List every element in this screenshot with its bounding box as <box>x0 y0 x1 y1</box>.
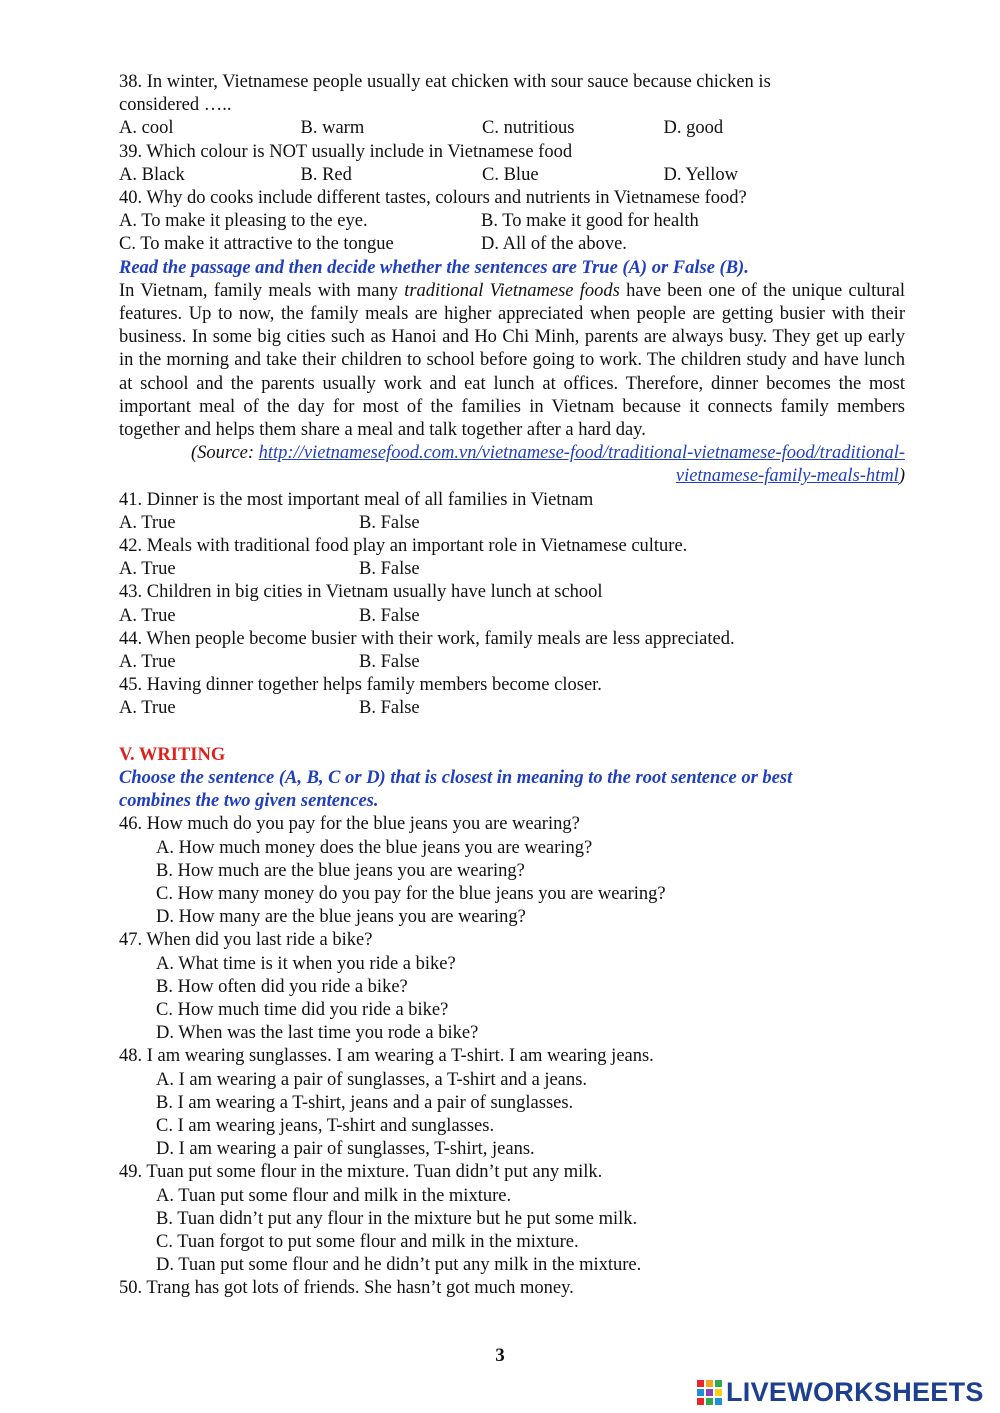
answer-options <box>119 117 905 140</box>
option-a[interactable]: A. I am wearing a pair of sunglasses, a T-shirt and a jeans. <box>156 1069 588 1090</box>
question-stem: 47. When did you last ride a bike? <box>119 930 373 951</box>
option-a[interactable]: A. Tuan put some flour and milk in the mixture. <box>156 1185 512 1206</box>
question-40 <box>119 187 905 257</box>
option-b[interactable]: B. warm <box>300 118 365 139</box>
option-d[interactable]: D. I am wearing a pair of sunglasses, T-shirt, jeans. <box>156 1139 535 1160</box>
option-a[interactable]: A. Black <box>119 164 185 185</box>
option-d[interactable]: D. How many are the blue jeans you are wearing? <box>156 907 526 928</box>
answer-options-row-1 <box>119 210 905 233</box>
option-d[interactable]: D. good <box>663 118 724 139</box>
page-number: 3 <box>495 1345 505 1366</box>
logo-tile <box>715 1389 722 1396</box>
question-48 <box>119 1045 905 1161</box>
question-45 <box>119 674 905 720</box>
source-link-2[interactable]: vietnamese-family-meals-html <box>675 466 899 487</box>
question-stem: 48. I am wearing sunglasses. I am wearing a T-shirt. I am wearing jeans. <box>119 1046 654 1067</box>
logo-tile <box>715 1380 722 1387</box>
option-a[interactable]: A. To make it pleasing to the eye. <box>119 211 368 232</box>
writing-instruction-2: combines the two given sentences. <box>119 791 379 812</box>
liveworksheets-logo[interactable] <box>697 1376 984 1408</box>
passage-italic: traditional Vietnamese foods <box>404 280 620 301</box>
question-50 <box>119 1277 905 1300</box>
worksheet-page <box>119 71 905 1301</box>
passage-source <box>119 442 905 488</box>
logo-tile <box>697 1389 704 1396</box>
writing-instruction-1: Choose the sentence (A, B, C or D) that is closest in meaning to the root sentence or best <box>119 767 793 788</box>
option-b[interactable]: B. How often did you ride a bike? <box>156 976 408 997</box>
option-c[interactable]: C. I am wearing jeans, T-shirt and sunglasses. <box>156 1115 495 1136</box>
option-b[interactable]: B. Tuan didn’t put any flour in the mixture but he put some milk. <box>156 1208 638 1229</box>
option-b[interactable]: B. Red <box>300 164 352 185</box>
option-b[interactable]: B. To make it good for health <box>481 211 699 232</box>
option-c[interactable]: C. To make it attractive to the tongue <box>119 234 394 255</box>
logo-tile <box>706 1389 713 1396</box>
option-a[interactable]: A. cool <box>119 118 174 139</box>
option-true[interactable]: A. True <box>119 512 176 533</box>
passage-text-1: In Vietnam, family meals with many <box>119 280 405 301</box>
logo-tile <box>706 1380 713 1387</box>
question-stem: 42. Meals with traditional food play an important role in Vietnamese culture. <box>119 536 688 557</box>
question-44 <box>119 628 905 674</box>
question-39 <box>119 141 905 187</box>
option-false[interactable]: B. False <box>359 559 420 580</box>
logo-tile <box>697 1380 704 1387</box>
question-49 <box>119 1161 905 1277</box>
reading-passage <box>119 280 905 442</box>
option-b[interactable]: B. How much are the blue jeans you are wearing? <box>156 860 525 881</box>
option-true[interactable]: A. True <box>119 559 176 580</box>
logo-tile <box>697 1398 704 1405</box>
source-link-1[interactable]: http://vietnamesefood.com.vn/vietnamese-food/traditional-vietnamese-food/traditional- <box>258 443 905 464</box>
answer-options <box>119 164 905 187</box>
option-d[interactable]: D. Tuan put some flour and he didn’t put any milk in the mixture. <box>156 1255 642 1276</box>
reading-instruction: Read the passage and then decide whether the sentences are True (A) or False (B). <box>119 257 749 278</box>
question-42 <box>119 535 905 581</box>
question-stem: 40. Why do cooks include different tastes, colours and nutrients in Vietnamese food? <box>119 188 747 209</box>
source-suffix: ) <box>898 466 905 487</box>
option-false[interactable]: B. False <box>359 652 420 673</box>
option-true[interactable]: A. True <box>119 652 176 673</box>
question-stem: 44. When people become busier with their work, family meals are less appreciated. <box>119 628 735 649</box>
question-stem: 38. In winter, Vietnamese people usually eat chicken with sour sauce because chicken is <box>119 72 771 92</box>
passage-text-2: have been one of the unique cultural features. Up to now, the family meals are higher appreciated when people are getting busier with their business. In some big cities such as Hanoi and Ho Chi Minh, parents are always busy. They get up early in the morning and take their children to school before going to work. The children study and have lunch at school and the parents usually work and eat lunch at offices. Therefore, dinner becomes the most important meal of the day for most of the families in Vietnam because it connects family members together and helps them share a meal and talk together after a hard day. <box>119 280 906 441</box>
option-d[interactable]: D. Yellow <box>663 164 739 185</box>
question-stem: 45. Having dinner together helps family members become closer. <box>119 675 602 696</box>
option-a[interactable]: A. How much money does the blue jeans you are wearing? <box>156 837 593 858</box>
logo-text: LIVEWORKSHEETS <box>726 1376 984 1407</box>
option-c[interactable]: C. nutritious <box>482 118 575 139</box>
question-stem: 46. How much do you pay for the blue jeans you are wearing? <box>119 814 580 835</box>
option-true[interactable]: A. True <box>119 605 176 626</box>
question-47 <box>119 929 905 1045</box>
option-true[interactable]: A. True <box>119 698 176 719</box>
option-false[interactable]: B. False <box>359 605 420 626</box>
logo-tile <box>715 1398 722 1405</box>
question-stem: 39. Which colour is NOT usually include in Vietnamese food <box>119 141 573 162</box>
question-41 <box>119 489 905 535</box>
question-stem: 43. Children in big cities in Vietnam usually have lunch at school <box>119 582 603 603</box>
option-d[interactable]: D. All of the above. <box>481 234 627 255</box>
answer-options-row-2 <box>119 233 905 256</box>
question-38 <box>119 71 905 141</box>
question-stem: 50. Trang has got lots of friends. She hasn’t got much money. <box>119 1278 574 1299</box>
question-stem: 41. Dinner is the most important meal of all families in Vietnam <box>119 489 594 510</box>
question-43 <box>119 581 905 627</box>
option-c[interactable]: C. Tuan forgot to put some flour and milk in the mixture. <box>156 1231 579 1252</box>
option-c[interactable]: C. How many money do you pay for the blue jeans you are wearing? <box>156 883 666 904</box>
option-a[interactable]: A. What time is it when you ride a bike? <box>156 953 456 974</box>
option-d[interactable]: D. When was the last time you rode a bike? <box>156 1023 479 1044</box>
question-46 <box>119 813 905 929</box>
logo-grid-icon <box>697 1380 722 1405</box>
section-title-writing: V. WRITING <box>119 744 226 765</box>
option-b[interactable]: B. I am wearing a T-shirt, jeans and a pair of sunglasses. <box>156 1092 574 1113</box>
option-false[interactable]: B. False <box>359 698 420 719</box>
question-stem-cont: considered ….. <box>119 95 232 116</box>
option-false[interactable]: B. False <box>359 512 420 533</box>
option-c[interactable]: C. How much time did you ride a bike? <box>156 999 449 1020</box>
question-stem: 49. Tuan put some flour in the mixture. Tuan didn’t put any milk. <box>119 1162 603 1183</box>
logo-tile <box>706 1398 713 1405</box>
source-prefix: (Source: <box>191 443 259 464</box>
option-c[interactable]: C. Blue <box>482 164 539 185</box>
